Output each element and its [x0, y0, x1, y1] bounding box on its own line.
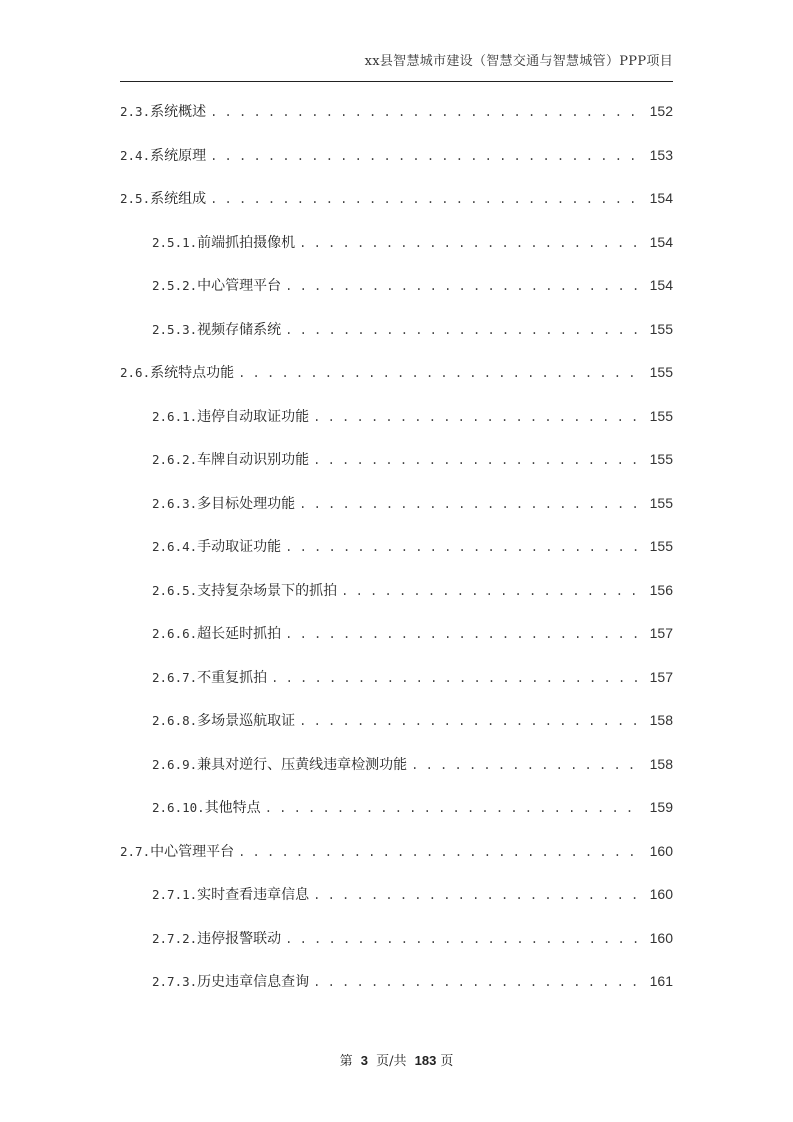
toc-entry[interactable]: [120, 308, 673, 352]
toc-entry-title: 不重复抓拍: [197, 669, 268, 686]
dot-leader: [411, 744, 643, 788]
header-divider: [120, 81, 673, 82]
toc-entry[interactable]: [120, 177, 673, 221]
toc-entry-number: 2.5.2.: [152, 278, 198, 293]
toc-entry-page: 157: [649, 668, 673, 685]
toc-entry[interactable]: [120, 221, 673, 265]
toc-entry-number: 2.7.: [120, 843, 151, 859]
toc-entry[interactable]: [120, 90, 673, 134]
toc-entry-page: 152: [649, 103, 673, 119]
toc-entry-page: 158: [649, 755, 673, 772]
toc-entry-title: 手动取证功能: [197, 539, 282, 555]
dot-leader: [238, 352, 643, 396]
dot-leader: [299, 483, 643, 527]
toc-entry[interactable]: [120, 830, 673, 874]
toc-entry-number: 2.5.3.: [152, 321, 198, 337]
toc-entry[interactable]: [120, 612, 673, 656]
toc-entry-page: 161: [649, 973, 673, 989]
toc-entry-title: 多场景巡航取证: [197, 713, 296, 729]
toc-entry-title: 中心管理平台: [150, 843, 235, 860]
toc-entry-page: 156: [649, 581, 673, 598]
toc-entry-page: 155: [649, 407, 673, 424]
current-page-number: 3: [360, 1053, 368, 1068]
toc-entry[interactable]: [120, 438, 673, 482]
toc-entry-title: 支持复杂场景下的抓拍: [197, 582, 338, 599]
toc-entry[interactable]: [120, 264, 673, 308]
toc-entry-page: 155: [649, 538, 673, 554]
toc-entry-title: 系统概述: [150, 104, 207, 120]
dot-leader: [210, 135, 643, 179]
toc-entry-title: 系统原理: [150, 147, 207, 164]
toc-entry-number: 2.6.1.: [152, 408, 198, 424]
toc-entry-page: 155: [649, 364, 673, 380]
toc-entry-number: 2.7.3.: [152, 974, 198, 989]
toc-entry-number: 2.6.6.: [152, 626, 198, 641]
toc-entry-title: 违停报警联动: [197, 930, 282, 947]
dot-leader: [265, 787, 643, 831]
toc-entry-number: 2.6.3.: [152, 495, 198, 511]
toc-entry-title: 中心管理平台: [197, 278, 282, 294]
toc-entry-title: 前端抓拍摄像机: [197, 234, 296, 251]
toc-entry-page: 154: [649, 233, 673, 250]
toc-entry-number: 2.6.9.: [152, 756, 198, 772]
toc-entry[interactable]: [120, 482, 673, 526]
table-of-contents: [120, 90, 673, 1004]
toc-entry-title: 兼具对逆行、压黄线违章检测功能: [197, 756, 408, 773]
toc-entry[interactable]: [120, 743, 673, 787]
footer-suffix: 页: [440, 1054, 454, 1069]
toc-entry[interactable]: [120, 569, 673, 613]
toc-entry-number: 2.7.2.: [152, 930, 198, 946]
toc-entry[interactable]: [120, 395, 673, 439]
toc-entry-page: 159: [649, 799, 673, 815]
dot-leader: [271, 657, 643, 701]
toc-entry[interactable]: [120, 873, 673, 917]
toc-entry-page: 160: [649, 886, 673, 902]
toc-entry-number: 2.5.1.: [152, 234, 198, 250]
document-title: xx县智慧城市建设（智慧交通与智慧城管）PPP项目: [364, 54, 673, 69]
toc-entry[interactable]: [120, 525, 673, 569]
toc-entry-page: 155: [649, 494, 673, 511]
toc-entry-page: 154: [649, 190, 673, 206]
toc-entry-title: 实时查看违章信息: [197, 887, 310, 903]
dot-leader: [299, 222, 643, 266]
toc-entry-title: 超长延时抓拍: [197, 626, 282, 642]
dot-leader: [341, 570, 643, 614]
toc-entry-page: 160: [649, 842, 673, 859]
running-header: [120, 50, 673, 72]
toc-entry[interactable]: [120, 960, 673, 1004]
toc-entry-title: 其他特点: [204, 800, 261, 816]
toc-entry-page: 158: [649, 712, 673, 728]
dot-leader: [313, 961, 643, 1005]
dot-leader: [210, 91, 643, 135]
toc-entry[interactable]: [120, 699, 673, 743]
toc-entry-page: 157: [649, 625, 673, 641]
dot-leader: [210, 178, 643, 222]
toc-entry[interactable]: [120, 656, 673, 700]
toc-entry-number: 2.4.: [120, 147, 151, 163]
toc-entry[interactable]: [120, 786, 673, 830]
toc-entry-number: 2.6.4.: [152, 539, 198, 554]
toc-entry-page: 154: [649, 277, 673, 293]
page-footer: [0, 1050, 793, 1069]
dot-leader: [313, 439, 643, 483]
toc-entry-number: 2.5.: [120, 191, 151, 206]
toc-entry-page: 155: [649, 320, 673, 337]
footer-prefix: 第: [339, 1054, 353, 1069]
toc-entry-number: 2.6.7.: [152, 669, 198, 685]
dot-leader: [313, 874, 643, 918]
toc-entry-title: 系统组成: [150, 191, 207, 207]
dot-leader: [285, 613, 643, 657]
dot-leader: [285, 309, 643, 353]
toc-entry-title: 违停自动取证功能: [197, 408, 310, 425]
dot-leader: [299, 700, 643, 744]
toc-entry-number: 2.6.10.: [152, 800, 205, 815]
dot-leader: [313, 396, 643, 440]
toc-entry-page: 155: [649, 451, 673, 467]
toc-entry-number: 2.6.5.: [152, 582, 198, 598]
total-pages: 183: [414, 1053, 437, 1068]
dot-leader: [285, 265, 643, 309]
toc-entry-title: 历史违章信息查询: [197, 974, 310, 990]
toc-entry-number: 2.6.8.: [152, 713, 198, 728]
toc-entry[interactable]: [120, 351, 673, 395]
toc-entry[interactable]: [120, 917, 673, 961]
toc-entry-page: 160: [649, 929, 673, 946]
dot-leader: [238, 831, 643, 875]
toc-entry-title: 多目标处理功能: [197, 495, 296, 512]
toc-entry-title: 车牌自动识别功能: [197, 452, 310, 468]
toc-entry-number: 2.7.1.: [152, 887, 198, 902]
dot-leader: [285, 526, 643, 570]
dot-leader: [285, 918, 643, 962]
toc-entry-number: 2.6.: [120, 365, 151, 380]
toc-entry-number: 2.6.2.: [152, 452, 198, 467]
toc-entry-title: 系统特点功能: [150, 365, 235, 381]
toc-entry-page: 153: [649, 146, 673, 163]
toc-entry-number: 2.3.: [120, 104, 151, 119]
footer-middle: 页/共: [376, 1054, 407, 1069]
toc-entry-title: 视频存储系统: [197, 321, 282, 338]
toc-entry[interactable]: [120, 134, 673, 178]
